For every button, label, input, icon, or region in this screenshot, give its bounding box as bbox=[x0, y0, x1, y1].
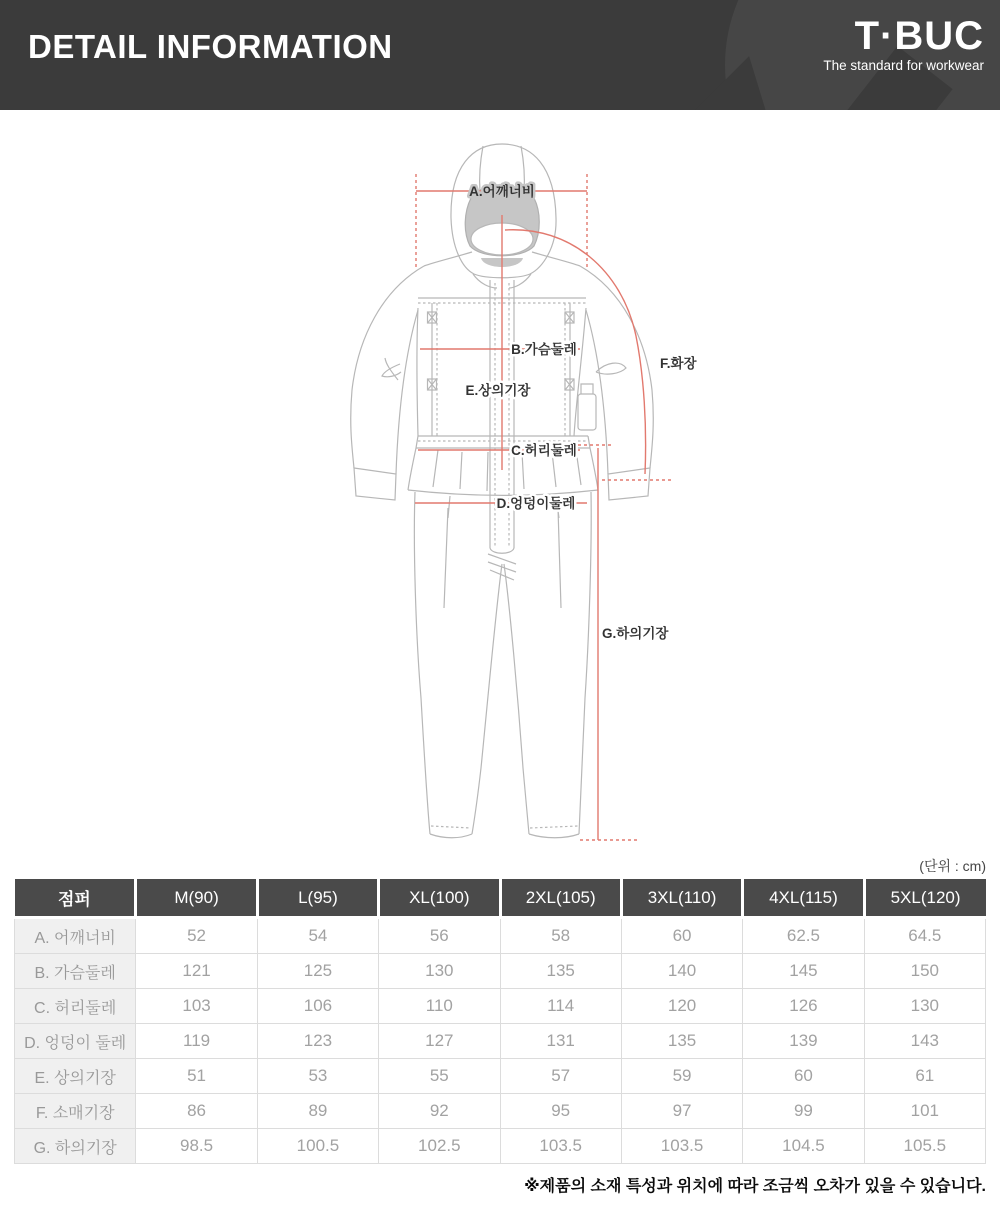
row-label: F. 소매기장 bbox=[15, 1094, 136, 1129]
label-bottom-length: G.하의기장 bbox=[602, 626, 669, 641]
unit-note: (단위 : cm) bbox=[919, 858, 986, 874]
row-label: A. 어깨너비 bbox=[15, 918, 136, 954]
size-value-cell: 103.5 bbox=[621, 1129, 742, 1164]
size-value-cell: 119 bbox=[136, 1024, 257, 1059]
size-value-cell: 52 bbox=[136, 918, 257, 954]
size-column-header: L(95) bbox=[257, 879, 378, 918]
size-value-cell: 60 bbox=[743, 1059, 864, 1094]
size-table-head-row bbox=[15, 879, 986, 918]
label-waist: C.허리둘레 bbox=[511, 443, 577, 458]
size-value-cell: 103.5 bbox=[500, 1129, 621, 1164]
brand-logo-text: T·BUC bbox=[854, 14, 984, 58]
size-value-cell: 59 bbox=[621, 1059, 742, 1094]
size-value-cell: 139 bbox=[743, 1024, 864, 1059]
size-value-cell: 100.5 bbox=[257, 1129, 378, 1164]
top-banner bbox=[0, 0, 1000, 110]
size-column-header: 5XL(120) bbox=[864, 879, 985, 918]
size-value-cell: 135 bbox=[500, 954, 621, 989]
size-value-cell: 121 bbox=[136, 954, 257, 989]
size-value-cell: 105.5 bbox=[864, 1129, 985, 1164]
size-value-cell: 125 bbox=[257, 954, 378, 989]
table-row bbox=[15, 1059, 986, 1094]
size-value-cell: 99 bbox=[743, 1094, 864, 1129]
size-value-cell: 114 bbox=[500, 989, 621, 1024]
page-title: DETAIL INFORMATION bbox=[28, 28, 393, 65]
label-top-length: E.상의기장 bbox=[465, 383, 531, 398]
size-table-body bbox=[15, 918, 986, 1164]
size-value-cell: 98.5 bbox=[136, 1129, 257, 1164]
table-row bbox=[15, 1024, 986, 1059]
size-value-cell: 127 bbox=[379, 1024, 500, 1059]
size-value-cell: 86 bbox=[136, 1094, 257, 1129]
size-value-cell: 101 bbox=[864, 1094, 985, 1129]
table-row bbox=[15, 954, 986, 989]
table-row bbox=[15, 1094, 986, 1129]
row-label: G. 하의기장 bbox=[15, 1129, 136, 1164]
size-table-head bbox=[15, 879, 986, 918]
size-value-cell: 89 bbox=[257, 1094, 378, 1129]
label-sleeve-from-neck: F.화장 bbox=[660, 356, 697, 371]
table-row bbox=[15, 1129, 986, 1164]
table-corner-header: 점퍼 bbox=[15, 879, 136, 918]
size-value-cell: 103 bbox=[136, 989, 257, 1024]
size-value-cell: 56 bbox=[379, 918, 500, 954]
size-value-cell: 54 bbox=[257, 918, 378, 954]
size-value-cell: 53 bbox=[257, 1059, 378, 1094]
size-value-cell: 60 bbox=[621, 918, 742, 954]
size-value-cell: 58 bbox=[500, 918, 621, 954]
size-column-header: 3XL(110) bbox=[621, 879, 742, 918]
size-value-cell: 143 bbox=[864, 1024, 985, 1059]
size-value-cell: 110 bbox=[379, 989, 500, 1024]
coverall-sketch-svg bbox=[330, 118, 730, 858]
size-value-cell: 61 bbox=[864, 1059, 985, 1094]
row-label: E. 상의기장 bbox=[15, 1059, 136, 1094]
size-value-cell: 126 bbox=[743, 989, 864, 1024]
table-row bbox=[15, 918, 986, 954]
size-value-cell: 62.5 bbox=[743, 918, 864, 954]
size-value-cell: 57 bbox=[500, 1059, 621, 1094]
label-shoulder-width: A.어깨너비 bbox=[469, 184, 535, 199]
size-value-cell: 130 bbox=[379, 954, 500, 989]
size-value-cell: 123 bbox=[257, 1024, 378, 1059]
size-column-header: 4XL(115) bbox=[743, 879, 864, 918]
size-value-cell: 55 bbox=[379, 1059, 500, 1094]
size-column-header: M(90) bbox=[136, 879, 257, 918]
size-value-cell: 140 bbox=[621, 954, 742, 989]
size-value-cell: 64.5 bbox=[864, 918, 985, 954]
size-value-cell: 120 bbox=[621, 989, 742, 1024]
measurement-diagram bbox=[0, 110, 1000, 855]
brand-logo bbox=[823, 14, 984, 74]
size-value-cell: 95 bbox=[500, 1094, 621, 1129]
row-label: C. 허리둘레 bbox=[15, 989, 136, 1024]
row-label: B. 가슴둘레 bbox=[15, 954, 136, 989]
size-value-cell: 131 bbox=[500, 1024, 621, 1059]
row-label: D. 엉덩이 둘레 bbox=[15, 1024, 136, 1059]
size-value-cell: 150 bbox=[864, 954, 985, 989]
table-row bbox=[15, 989, 986, 1024]
size-value-cell: 92 bbox=[379, 1094, 500, 1129]
label-hip: D.엉덩이둘레 bbox=[496, 496, 576, 511]
size-value-cell: 102.5 bbox=[379, 1129, 500, 1164]
tolerance-footnote: ※제품의 소재 특성과 위치에 따라 조금씩 오차가 있을 수 있습니다. bbox=[524, 1178, 986, 1195]
size-column-header: XL(100) bbox=[379, 879, 500, 918]
size-value-cell: 145 bbox=[743, 954, 864, 989]
size-value-cell: 51 bbox=[136, 1059, 257, 1094]
size-value-cell: 97 bbox=[621, 1094, 742, 1129]
size-value-cell: 106 bbox=[257, 989, 378, 1024]
size-column-header: 2XL(105) bbox=[500, 879, 621, 918]
size-table bbox=[14, 879, 986, 1164]
size-value-cell: 130 bbox=[864, 989, 985, 1024]
brand-tagline: The standard for workwear bbox=[823, 58, 984, 73]
label-chest: B.가슴둘레 bbox=[511, 342, 577, 357]
size-value-cell: 135 bbox=[621, 1024, 742, 1059]
size-value-cell: 104.5 bbox=[743, 1129, 864, 1164]
